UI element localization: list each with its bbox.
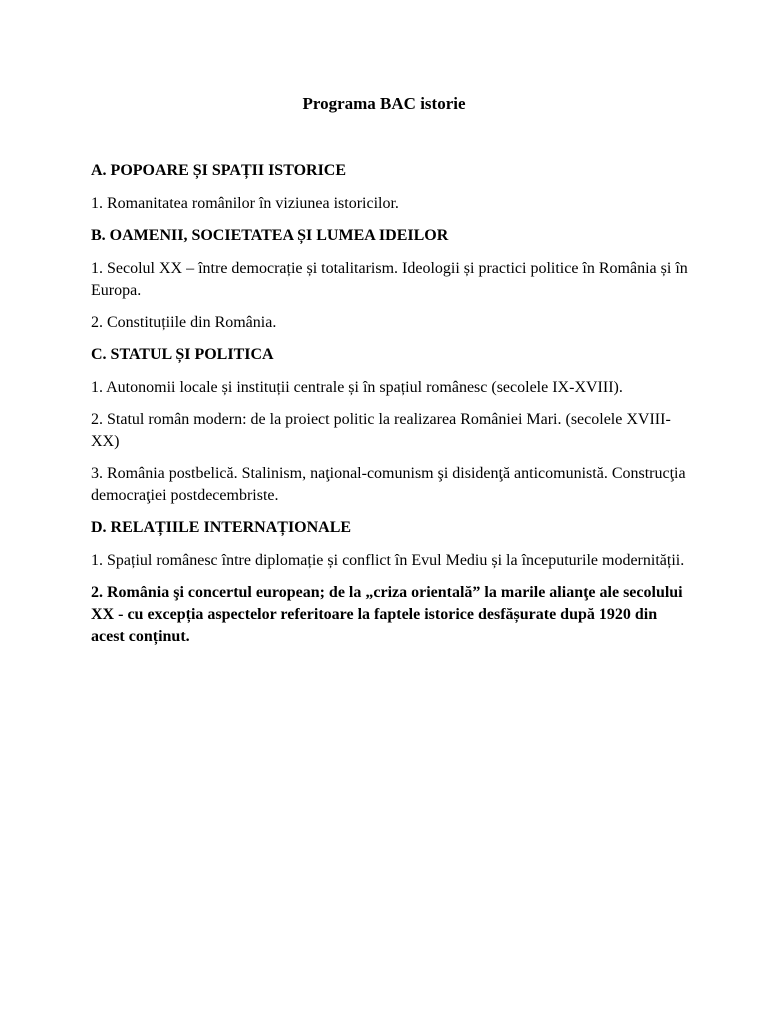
section-heading: B. OAMENII, SOCIETATEA ȘI LUMEA IDEILOR	[91, 227, 449, 244]
section-d	[91, 517, 691, 648]
section-b	[91, 225, 691, 334]
list-item: 2. România şi concertul european; de la „criza orientală” la marile alianţe ale secolului XX - cu excepția aspectelor referitoare la faptele istorice desfășurate după 1920 din acest conținut.	[91, 584, 683, 645]
list-item: 2. Constituțiile din România.	[91, 314, 277, 331]
list-item: 3. România postbelică. Stalinism, naţional-comunism şi disidenţă anticomunistă. Construcţia democraţiei postdecembriste.	[91, 465, 686, 504]
list-item: 1. Secolul XX – între democrație și totalitarism. Ideologii și practici politice în România și în Europa.	[91, 260, 688, 299]
list-item: 1. Spațiul românesc între diplomație și conflict în Evul Mediu și la începuturile modernității.	[91, 552, 685, 569]
section-heading: D. RELAȚIILE INTERNAȚIONALE	[91, 519, 352, 536]
section-heading: A. POPOARE ȘI SPAȚII ISTORICE	[91, 162, 347, 179]
section-c	[91, 344, 691, 507]
list-item: 1. Autonomii locale și instituții centrale și în spațiul românesc (secolele IX-XVIII).	[91, 379, 623, 396]
document-title: Programa BAC istorie	[302, 94, 466, 113]
document-body	[91, 160, 691, 648]
list-item: 2. Statul român modern: de la proiect politic la realizarea României Mari. (secolele XVIII-XX)	[91, 411, 671, 450]
section-a	[91, 160, 691, 215]
list-item: 1. Romanitatea românilor în viziunea istoricilor.	[91, 195, 399, 212]
section-heading: C. STATUL ȘI POLITICA	[91, 346, 274, 363]
